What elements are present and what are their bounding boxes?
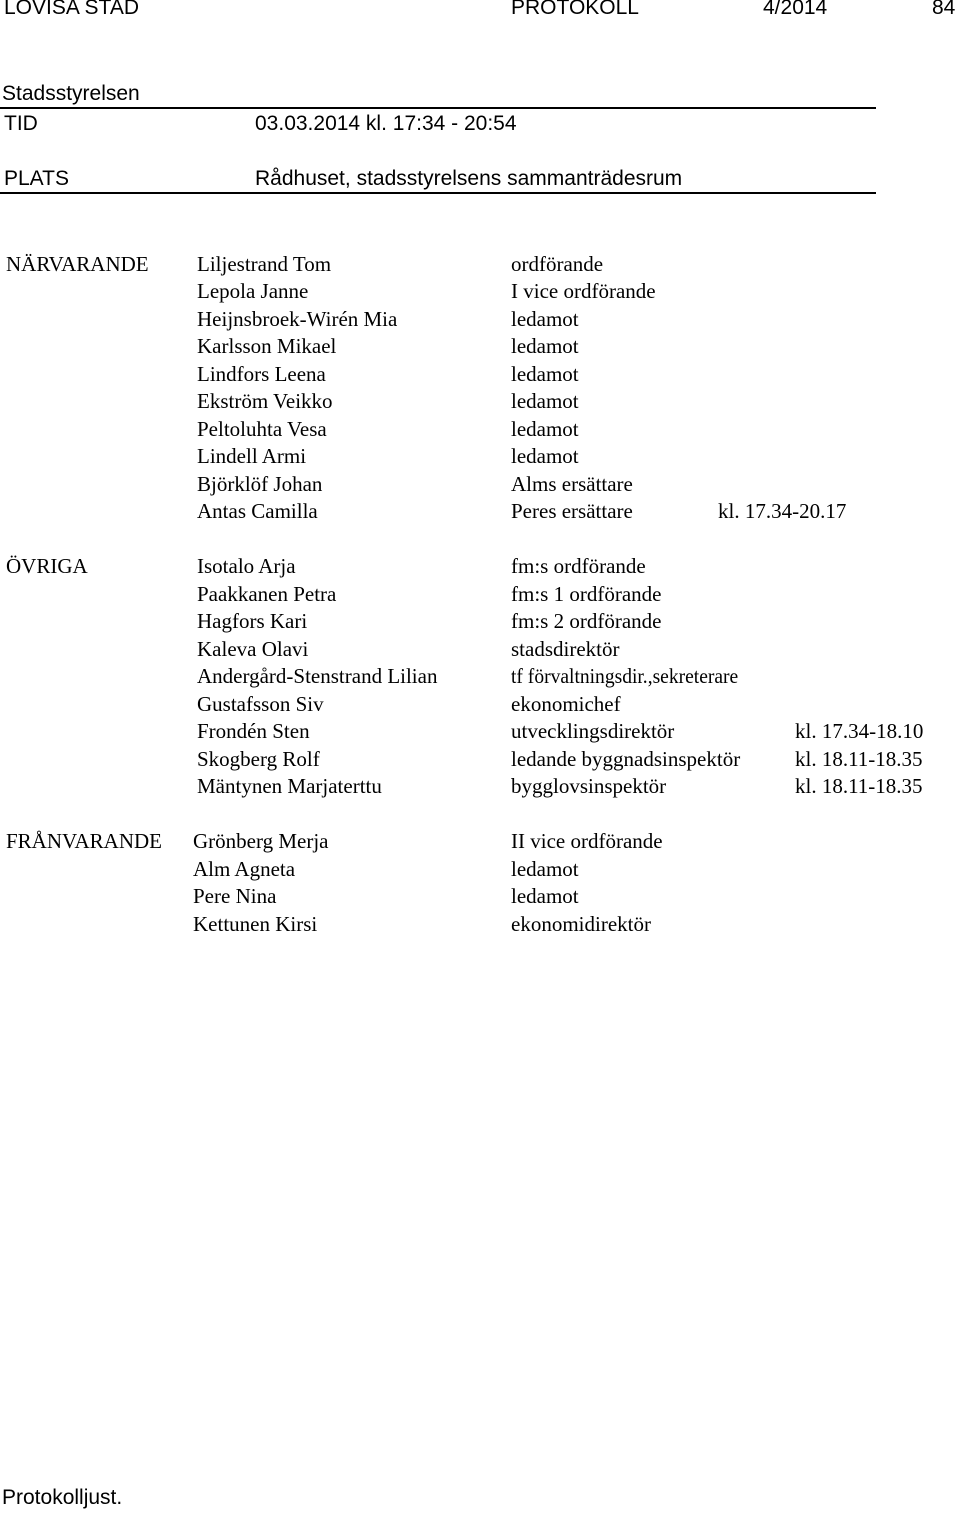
attendee-name: Peltoluhta Vesa — [197, 417, 327, 441]
tid-value: 03.03.2014 kl. 17:34 - 20:54 — [255, 112, 517, 135]
attendee-name: Skogberg Rolf — [197, 747, 320, 771]
attendee-name: Grönberg Merja — [193, 829, 329, 853]
attendee-row — [0, 306, 960, 333]
attendee-row — [0, 856, 960, 883]
attendee-role-text: tf förvaltningsdir.,sekreterare — [511, 664, 739, 688]
attendee-role: II vice ordförande — [511, 829, 663, 853]
footer-text: Protokolljust. — [2, 1486, 123, 1509]
attendee-role: ledamot — [511, 334, 579, 358]
attendee-name: Karlsson Mikael — [197, 334, 337, 358]
attendee-role: stadsdirektör — [511, 637, 620, 661]
attendance-time: kl. 17.34-18.10 — [795, 719, 924, 743]
attendee-name: Lepola Janne — [197, 279, 309, 303]
attendee-role: fm:s 2 ordförande — [511, 609, 662, 633]
attendee-role: Peres ersättare — [511, 499, 633, 523]
attendee-row — [0, 911, 960, 938]
attendee-name: Hagfors Kari — [197, 609, 308, 633]
attendee-row — [0, 361, 960, 388]
section-label: ÖVRIGA — [6, 554, 88, 578]
attendee-row — [0, 718, 960, 745]
attendee-name: Frondén Sten — [197, 719, 310, 743]
attendee-name: Isotalo Arja — [197, 554, 296, 578]
attendee-row — [0, 443, 960, 470]
attendee-name: Lindell Armi — [197, 444, 307, 468]
attendee-role: ledamot — [511, 444, 579, 468]
plats-value: Rådhuset, stadsstyrelsens sammanträdesrum — [255, 167, 683, 190]
attendee-role: ledamot — [511, 362, 579, 386]
attendee-role: ekonomichef — [511, 692, 621, 716]
attendee-role: fm:s ordförande — [511, 554, 646, 578]
attendee-role: fm:s 1 ordförande — [511, 582, 662, 606]
protocol-number: 4/2014 — [763, 0, 828, 19]
attendee-role: ordförande — [511, 252, 604, 276]
attendee-name: Ekström Veikko — [197, 389, 333, 413]
attendee-role: ledande byggnadsinspektör — [511, 747, 741, 771]
attendee-row — [0, 278, 960, 305]
document-type: PROTOKOLL — [511, 0, 639, 19]
attendee-row — [0, 828, 960, 855]
plats-label: PLATS — [4, 167, 69, 190]
attendee-role: I vice ordförande — [511, 279, 656, 303]
attendee-row — [0, 333, 960, 360]
tid-label: TID — [4, 112, 38, 135]
attendee-row — [0, 746, 960, 773]
attendee-name: Lindfors Leena — [197, 362, 326, 386]
attendee-role: ledamot — [511, 857, 579, 881]
attendee-role: ledamot — [511, 417, 579, 441]
attendance-time: kl. 18.11-18.35 — [795, 747, 923, 771]
attendee-row — [0, 636, 960, 663]
section-label: NÄRVARANDE — [6, 252, 149, 276]
attendee-row — [0, 663, 960, 690]
attendee-row — [0, 608, 960, 635]
attendee-row — [0, 471, 960, 498]
body-name: Stadsstyrelsen — [2, 82, 140, 105]
attendee-role: bygglovsinspektör — [511, 774, 667, 798]
attendee-name: Antas Camilla — [197, 499, 318, 523]
section-label: FRÅNVARANDE — [6, 829, 162, 853]
attendee-name: Liljestrand Tom — [197, 252, 332, 276]
page-number: 84 — [932, 0, 956, 19]
attendee-name: Kaleva Olavi — [197, 637, 309, 661]
attendee-row — [0, 581, 960, 608]
attendee-name: Paakkanen Petra — [197, 582, 337, 606]
attendee-row — [0, 883, 960, 910]
attendee-name: Kettunen Kirsi — [193, 912, 318, 936]
attendee-role: utvecklingsdirektör — [511, 719, 675, 743]
attendee-name: Heijnsbroek-Wirén Mia — [197, 307, 398, 331]
attendee-row — [0, 416, 960, 443]
divider — [0, 107, 876, 109]
attendee-name: Alm Agneta — [193, 857, 296, 881]
attendee-name: Pere Nina — [193, 884, 277, 908]
attendee-role: ledamot — [511, 884, 579, 908]
attendee-name: Mäntynen Marjaterttu — [197, 774, 382, 798]
attendee-row — [0, 251, 960, 278]
divider — [0, 192, 876, 194]
attendee-row — [0, 553, 960, 580]
attendee-name: Gustafsson Siv — [197, 692, 324, 716]
attendee-role: ledamot — [511, 389, 579, 413]
attendee-row — [0, 691, 960, 718]
attendee-role: ekonomidirektör — [511, 912, 651, 936]
attendee-name: Björklöf Johan — [197, 472, 323, 496]
organization-name: LOVISA STAD — [4, 0, 139, 19]
attendee-row — [0, 388, 960, 415]
attendee-role: Alms ersättare — [511, 472, 633, 496]
attendee-row — [0, 773, 960, 800]
attendee-row — [0, 498, 960, 525]
attendee-name: Andergård-Stenstrand Lilian — [197, 664, 438, 688]
attendee-role: ledamot — [511, 307, 579, 331]
attendance-time: kl. 17.34-20.17 — [718, 499, 847, 523]
attendance-time: kl. 18.11-18.35 — [795, 774, 923, 798]
